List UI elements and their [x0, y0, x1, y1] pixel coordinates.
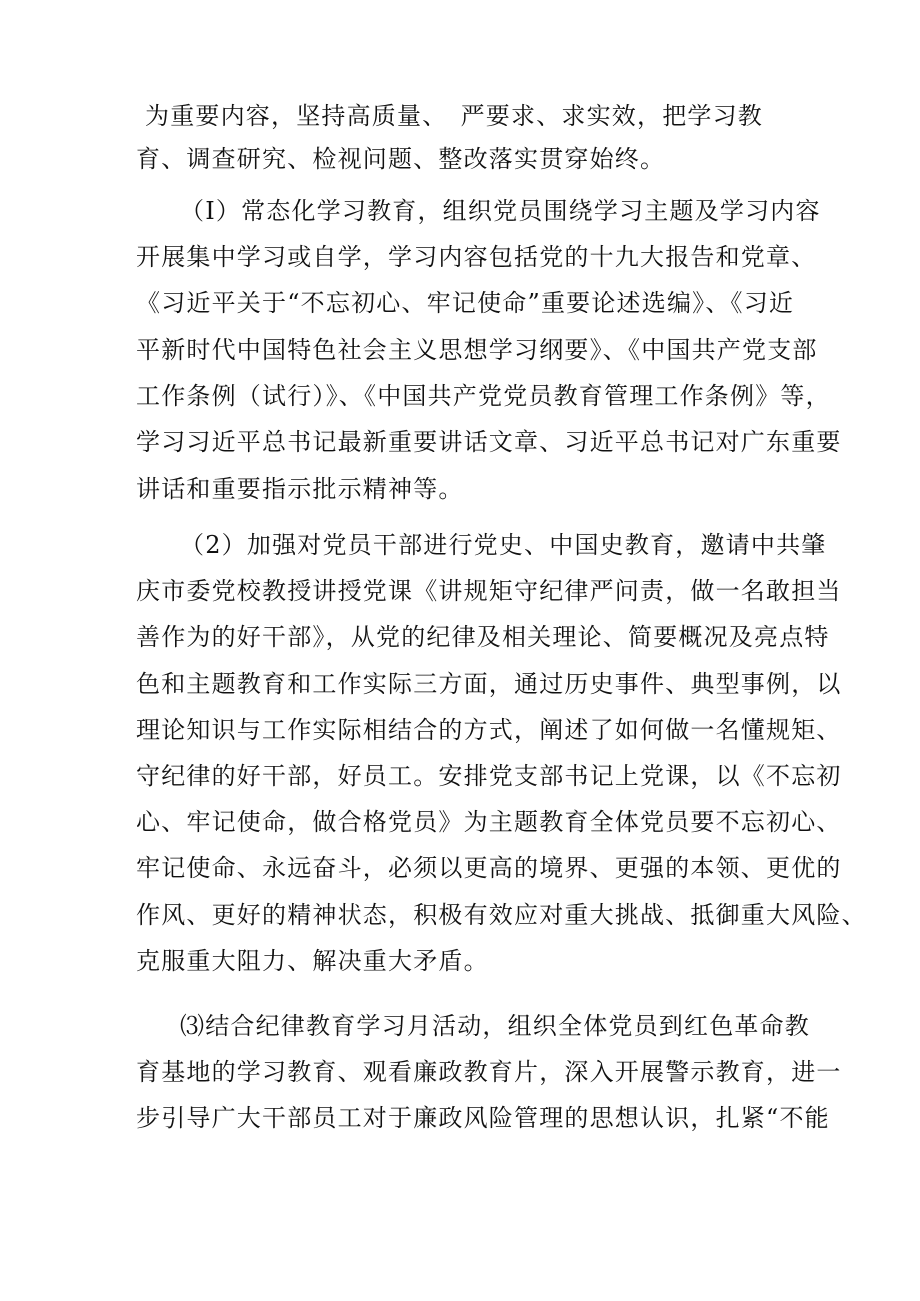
text-line: 工作条例（试行）》、《中国共产党党员教育管理工作条例》等，	[136, 382, 831, 410]
text-line: 平新时代中国特色社会主义思想学习纲要》、《中国共产党支部	[136, 336, 818, 364]
text-line: 牢记使命、永远奋斗，必须以更高的境界、更强的本领、更优的	[136, 854, 842, 882]
text-line: 善作为的好干部》，从党的纪律及相关理论、简要概况及亮点特	[136, 623, 830, 651]
text-line: （2）加强对党员干部进行党史、中国史教育，邀请中共肇	[180, 531, 827, 559]
text-line: 心、牢记使命，做合格党员》为主题教育全体党员要不忘初心、	[136, 808, 842, 836]
text-line: 育、调查研究、检视问题、整改落实贯穿始终。	[136, 145, 666, 173]
text-line: 理论知识与工作实际相结合的方式，阐述了如何做一名懂规矩、	[136, 716, 842, 744]
text-line: 学习习近平总书记最新重要讲话文章、习近平总书记对广东重要	[136, 428, 842, 456]
text-line: 《习近平关于“不忘初心、牢记使命”重要论述选编》、《习近	[136, 289, 795, 317]
text-line: （I）常态化学习教育，组织党员围绕学习主题及学习内容	[180, 197, 821, 225]
text-line: 作风、更好的精神状态，积极有效应对重大挑战、抵御重大风险、	[136, 901, 867, 929]
text-line: 为重要内容，坚持高质量、 严要求、求实效，把学习教	[145, 102, 763, 130]
text-line: 克服重大阻力、解决重大矛盾。	[136, 947, 489, 975]
text-line: 育基地的学习教育、观看廉政教育片，深入开展警示教育，进一	[136, 1058, 842, 1086]
text-line: 开展集中学习或自学，学习内容包括党的十九大报告和党章、	[136, 243, 817, 271]
text-line: 步引导广大干部员工对于廉政风险管理的思想认识，扎紧“不能	[136, 1104, 830, 1132]
text-line: 守纪律的好干部，好员工。安排党支部书记上党课，以《不忘初	[136, 762, 842, 790]
text-line: ⑶结合纪律教育学习月活动，组织全体党员到红色革命教	[180, 1012, 810, 1040]
text-line: 讲话和重要指示批示精神等。	[136, 475, 464, 503]
text-line: 庆市委党校教授讲授党课《讲规矩守纪律严问责，做一名敢担当	[136, 577, 842, 605]
text-line: 色和主题教育和工作实际三方面，通过历史事件、典型事例，以	[136, 670, 842, 698]
